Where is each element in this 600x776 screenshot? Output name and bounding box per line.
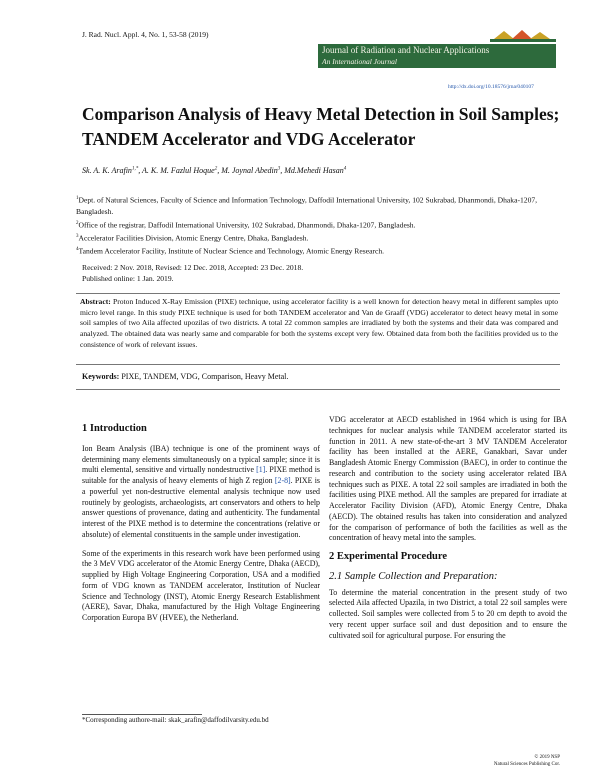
author-sup: 2: [214, 166, 218, 172]
abstract-label: Abstract:: [80, 297, 111, 306]
affiliation-item: $^2$Office of the registrar, Daffodil International University, 102 Sukrabad, Dhanmondi, Dhaka-1207, Bangladesh.: [76, 220, 416, 230]
paper-title: Comparison Analysis of Heavy Metal Detection in Soil Samples; TANDEM Accelerator and VDG Accelerator: [82, 104, 560, 149]
footnote-divider: [82, 714, 202, 715]
journal-name: Journal of Radiation and Nuclear Applications: [322, 45, 490, 55]
experimental-paragraph-1: To determine the material concentration in the present study of two selected Aila affected Upazila, in two District, a total 22 soil samples were collected. Soil samples were collected from 5 to 20 cm depth to avoid the very recent upper surface soil and dust deposition and to ensure the cultivated soil for agricultural purpose. For ensuring the: [329, 587, 567, 640]
doi-link[interactable]: http://dx.doi.org/10.18576/jrna/040107: [448, 84, 534, 90]
section-heading-introduction: 1 Introduction: [82, 423, 147, 434]
keywords-text: PIXE, TANDEM, VDG, Comparison, Heavy Metal.: [121, 372, 289, 381]
author-name: M. Joynal Abedin: [221, 166, 278, 175]
keywords-label: Keywords:: [82, 372, 120, 381]
author-name: Md.Mehedi Hasan: [284, 166, 344, 175]
copyright-line: © 2019 NSP: [534, 755, 560, 760]
affiliation-item: $^3$Accelerator Facilities Division, Atomic Energy Centre, Dhaka, Bangladesh.: [76, 233, 309, 243]
subsection-heading-sample: 2.1 Sample Collection and Preparation:: [329, 570, 498, 582]
left-column: [82, 424, 320, 632]
intro-paragraph-3: VDG accelerator at AECD established in 1964 which is using for IBA techniques for nuclear analysis while TANDEM accelerator started its function in 2011. A new state-of-the-art 3 MV TANDEM Accelerator facility has been installed at the AERE, Ganakbari, Savar under Bangladesh Atomic Energy Commission (BAEC), in order to continue the research and contribution to the society using accelerator related IBA techniques such as PIXE. A total 22 soil samples are irradiated in both the facilities using PIXE method. All the samples are prepared for irradiate at Accelerator Facility Division (AFD), Atomic Energy Centre, Dhaka (AECD). The obtained results has taken into consideration and analyzed for the comparison of performance of both the facilities as well as the concentration of heavy metal into the samples.: [329, 415, 567, 543]
author-sup: 1,*: [131, 166, 139, 172]
intro-paragraph-2: Some of the experiments in this research work have been performed using the 3 MeV VDG accelerator of the Atomic Energy Centre, Dhaka (AECD), supplied by High Voltage Engineering Corporation, USA and a modified form of VDG known as TANDEM accelerator, Institution of Nuclear Science and Technology (INST), Atomic Energy Research Establishment (AERE), Savar, Dhaka, manufactured by the High Voltage Engineering Corporation Europa BV (HVEE), the Netherland.: [82, 548, 320, 622]
affiliations: [76, 193, 560, 257]
publisher-line: Natural Sciences Publishing Cor.: [493, 762, 560, 767]
right-column: [329, 415, 567, 649]
published-date: Published online: 1 Jan. 2019.: [82, 274, 174, 283]
section-heading-experimental: 2 Experimental Procedure: [329, 551, 448, 562]
abstract: [80, 297, 558, 351]
copyright-notice: [470, 754, 560, 768]
author-sup: 3: [277, 166, 281, 172]
abstract-text: Proton Induced X-Ray Emission (PIXE) technique, using accelerator facility is a well known for detection heavy metal in different samples upto micro level range. In this study PIXE technique is used for both TANDEM accelerator and Van de Graaff (VDG) accelerator to detect heavy metal in some soil samples of two Aila affected upozilas of two districts. A total 22 common samples are irradiated by both the systems and their data was compared and analyzed. The obtained data was nearly same and comparable for both the systems except very few. Obtained data from both the facilities provided us to the consistence of work of relevant issues.: [80, 297, 559, 349]
journal-subtitle: An International Journal: [322, 57, 397, 66]
affiliation-item: $^1$Dept. of Natural Sciences, Faculty of Science and Information Technology, Daffodil International University, 102 Sukrabad, Dhanmondi, Dhaka-1207, Bangladesh.: [76, 195, 538, 217]
received-date: Received: 2 Nov. 2018, Revised: 12 Dec. 2018, Accepted: 23 Dec. 2018.: [82, 263, 304, 272]
author-name: Sk. A. K. Arafin: [82, 166, 132, 175]
journal-banner: [318, 44, 556, 68]
divider: [76, 389, 560, 390]
citation-link[interactable]: [1]: [256, 465, 266, 475]
author-name: A. K. M. Fazlul Hoque: [142, 166, 215, 175]
affiliation-item: $^4$Tandem Accelerator Facility, Institute of Nuclear Science and Technology, Atomic Energy Research.: [76, 246, 385, 256]
keywords: [82, 372, 288, 381]
intro-paragraph-1: Ion Beam Analysis (IBA) technique is one of the prominent ways of determining many elements simultaneously on a typical sample; since it is multi elemental, sensitive and virtually nondestructive [1]. PIXE method is suitable for the analysis of heavy elements of high Z region [2-8]. PIXE is a powerful yet non-destructive elemental analysis technique now used routinely by geologists, archaeologists, art conservators and others to help answer questions of provenance, dating and authenticity. The fundamental interest of the PIXE method is to determine the concentrations (relative or absolute) of elemental constituents in the sample under investigation.: [82, 443, 320, 539]
citation-link[interactable]: [2-8]: [274, 476, 291, 485]
publication-dates: [82, 262, 303, 284]
publisher-logo-icon: [490, 28, 556, 42]
author-list: Sk. A. K. Arafin$^{1,*}$, A. K. M. Fazlul Hoque$^2$, M. Joynal Abedin$^3$, Md.Mehedi Hasan$^4$: [82, 166, 347, 175]
corresponding-author-footnote: *Corresponding authore-mail: skak_arafin@daffodilvarsity.edu.bd: [82, 716, 269, 724]
running-header-citation: J. Rad. Nucl. Appl. 4, No. 1, 53-58 (2019): [82, 30, 209, 39]
author-sup: 4: [343, 166, 347, 172]
abstract-box: [76, 293, 560, 365]
